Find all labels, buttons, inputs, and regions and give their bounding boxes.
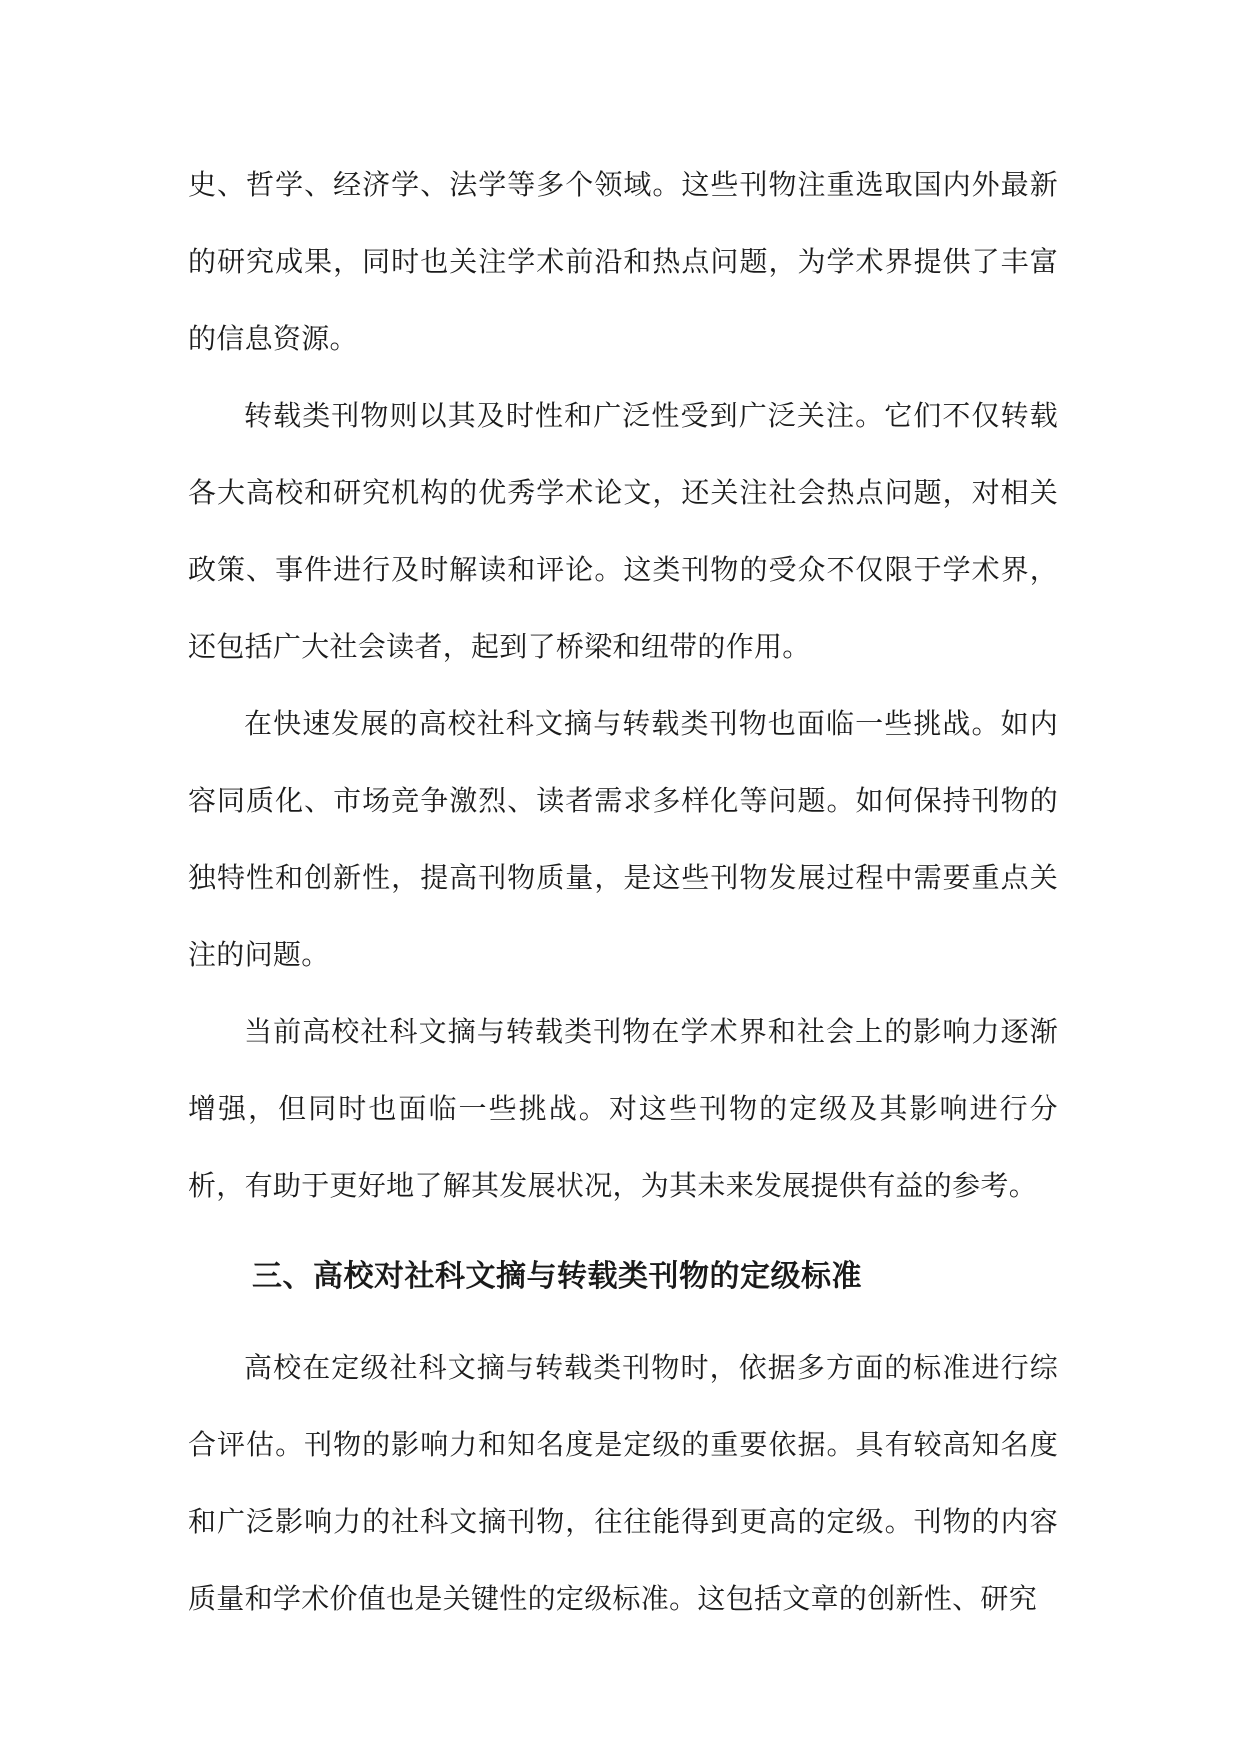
paragraph-4: 当前高校社科文摘与转载类刊物在学术界和社会上的影响力逐渐增强，但同时也面临一些挑战。对这些刊物的定级及其影响进行分析，有助于更好地了解其发展状况，为其未来发展提供有益的参考。	[188, 1015, 1058, 1202]
document-page	[188, 146, 1058, 1637]
paragraph-5: 高校在定级社科文摘与转载类刊物时，依据多方面的标准进行综合评估。刊物的影响力和知名度是定级的重要依据。具有较高知名度和广泛影响力的社科文摘刊物，往往能得到更高的定级。刊物的内容质量和学术价值也是关键性的定级标准。这包括文章的创新性、研究	[188, 1351, 1058, 1615]
paragraph-2: 转载类刊物则以其及时性和广泛性受到广泛关注。它们不仅转载各大高校和研究机构的优秀学术论文，还关注社会热点问题，对相关政策、事件进行及时解读和评论。这类刊物的受众不仅限于学术界，还包括广大社会读者，起到了桥梁和纽带的作用。	[188, 399, 1058, 663]
paragraph-3: 在快速发展的高校社科文摘与转载类刊物也面临一些挑战。如内容同质化、市场竞争激烈、读者需求多样化等问题。如何保持刊物的独特性和创新性，提高刊物质量，是这些刊物发展过程中需要重点关注的问题。	[188, 707, 1058, 971]
section-heading: 三、高校对社科文摘与转载类刊物的定级标准	[252, 1259, 862, 1294]
paragraph-1: 史、哲学、经济学、法学等多个领域。这些刊物注重选取国内外最新的研究成果，同时也关注学术前沿和热点问题，为学术界提供了丰富的信息资源。	[188, 168, 1058, 355]
